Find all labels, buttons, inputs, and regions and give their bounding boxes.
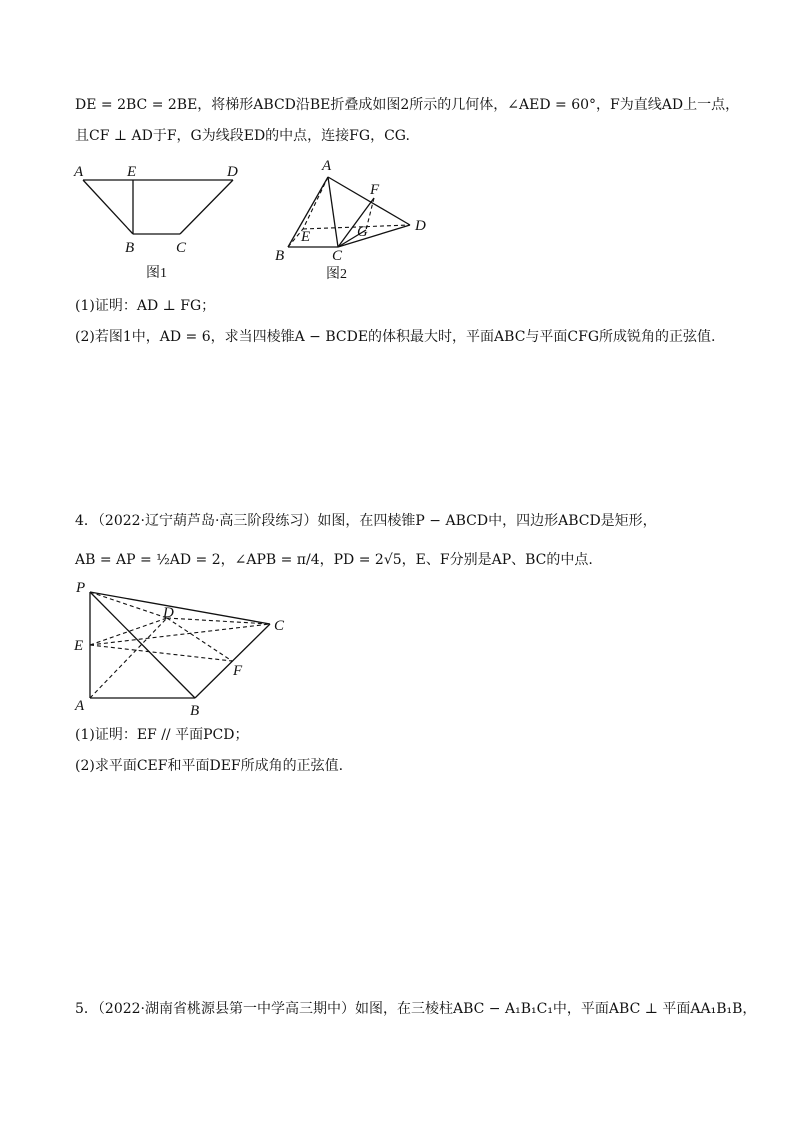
fig4-label-f: F: [233, 663, 243, 679]
fig1-caption: 图1: [146, 266, 167, 281]
fig4-label-d: D: [163, 605, 174, 621]
problem4-question2: (2)求平面CEF和平面DEF所成角的正弦值.: [75, 758, 344, 774]
fig2-label-d: D: [415, 218, 426, 234]
fig2-caption: 图2: [326, 267, 347, 282]
problem4-condition: AB = AP = ½AD = 2，∠APB = π/4，PD = 2√5，E、F分别是AP、BC的中点.: [75, 552, 593, 568]
fig4-label-c: C: [274, 618, 285, 634]
problem3-question1: (1)证明：AD ⊥ FG；: [75, 298, 216, 314]
problem3-question2: (2)若图1中，AD = 6，求当四棱锥A − BCDE的体积最大时，平面ABC与平面CFG所成锐角的正弦值.: [75, 329, 716, 345]
figure-2-folded-solid: [265, 150, 445, 285]
fig2-label-e: E: [301, 229, 311, 245]
fig2-label-g: G: [357, 224, 368, 240]
fig2-label-c: C: [332, 248, 343, 264]
fig2-label-f: F: [370, 182, 380, 198]
fig4-label-b: B: [190, 703, 200, 719]
fig4-label-p: P: [76, 580, 86, 596]
fig1-label-e: E: [127, 164, 137, 180]
fig1-label-d: D: [227, 164, 238, 180]
fig2-label-a: A: [322, 158, 332, 174]
fig2-label-b: B: [275, 248, 285, 264]
fig1-label-a: A: [74, 164, 84, 180]
fig4-label-e: E: [74, 638, 84, 654]
problem3-condition-line2: 且CF ⊥ AD于F，G为线段ED的中点，连接FG，CG.: [75, 128, 410, 144]
figure-1-trapezoid: [70, 160, 250, 285]
problem4-question1: (1)证明：EF // 平面PCD；: [75, 727, 249, 743]
fig1-label-c: C: [176, 240, 187, 256]
fig4-label-a: A: [75, 698, 85, 714]
figure-problem4-pyramid: [70, 580, 300, 720]
problem5-header: 5．（2022·湖南省桃源县第一中学高三期中）如图，在三棱柱ABC − A₁B₁C₁中，平面ABC ⊥ 平面AA₁B₁B，: [75, 1001, 757, 1017]
fig1-label-b: B: [125, 240, 135, 256]
problem4-header: 4．（2022·辽宁葫芦岛·高三阶段练习）如图，在四棱锥P − ABCD中，四边形ABCD是矩形，: [75, 513, 657, 529]
problem3-condition-line1: DE = 2BC = 2BE，将梯形ABCD沿BE折叠成如图2所示的几何体，∠AED = 60°，F为直线AD上一点，: [75, 97, 740, 113]
